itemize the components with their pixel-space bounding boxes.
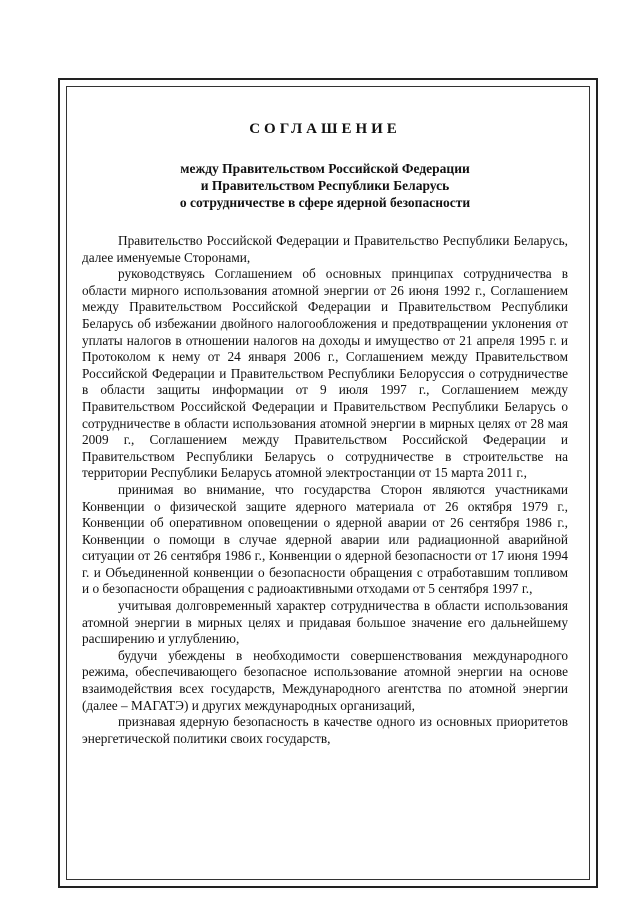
- paragraph: учитывая долговременный характер сотрудничества в области использования атомной энергии в мирных целях и придавая большое значение его дальнейшему расширению и углублению,: [82, 598, 568, 647]
- paragraph: руководствуясь Соглашением об основных принципах сотрудничества в области мирного использования атомной энергии от 26 июня 1992 г., Соглашением между Правительством Российской Федерации и Правительством Республики Беларусь об избежании двойного налогообложения и предотвращении уклонения от уплаты налогов в отношении налогов на доходы и имущество от 21 апреля 1995 г. и Протоколом к нему от 24 января 2006 г., Соглашением между Правительством Российской Федерации и Правительством Республики Белоруссия о сотрудничестве в области защиты информации от 9 июля 1997 г., Соглашением между Правительством Российской Федерации и Правительством Республики Беларусь о сотрудничестве в области использования атомной энергии в мирных целях от 28 мая 2009 г., Соглашением между Правительством Российской Федерации и Правительством Республики Беларусь о сотрудничестве в строительстве на территории Республики Беларусь атомной электростанции от 15 марта 2011 г.,: [82, 266, 568, 481]
- subtitle-line: и Правительством Республики Беларусь: [200, 178, 450, 193]
- document-subtitle: [82, 160, 568, 211]
- document-body: [82, 120, 568, 747]
- subtitle-line: о сотрудничестве в сфере ядерной безопасности: [179, 195, 471, 210]
- paragraph: принимая во внимание, что государства Сторон являются участниками Конвенции о физической защите ядерного материала от 26 октября 1979 г., Конвенции об оперативном оповещении о ядерной аварии от 26 сентября 1986 г., Конвенции о помощи в случае ядерной аварии или радиационной аварийной ситуации от 26 сентября 1986 г., Конвенции о ядерной безопасности от 17 июня 1994 г. и Объединенной конвенции о безопасности обращения с отработавшим топливом и о безопасности обращения с радиоактивными отходами от 5 сентября 1997 г.,: [82, 481, 568, 597]
- subtitle-line: между Правительством Российской Федерации: [180, 161, 470, 176]
- paragraph: Правительство Российской Федерации и Правительство Республики Беларусь, далее именуемые Сторонами,: [82, 233, 568, 265]
- paragraph: признавая ядерную безопасность в качестве одного из основных приоритетов энергетической политики своих государств,: [82, 714, 568, 746]
- document-title: СОГЛАШЕНИЕ: [249, 121, 401, 137]
- paragraph: будучи убеждены в необходимости совершенствования международного режима, обеспечивающего безопасное использование атомной энергии на основе взаимодействия всех государств, Международного агентства по атомной энергии (далее – МАГАТЭ) и других международных организаций,: [82, 647, 568, 713]
